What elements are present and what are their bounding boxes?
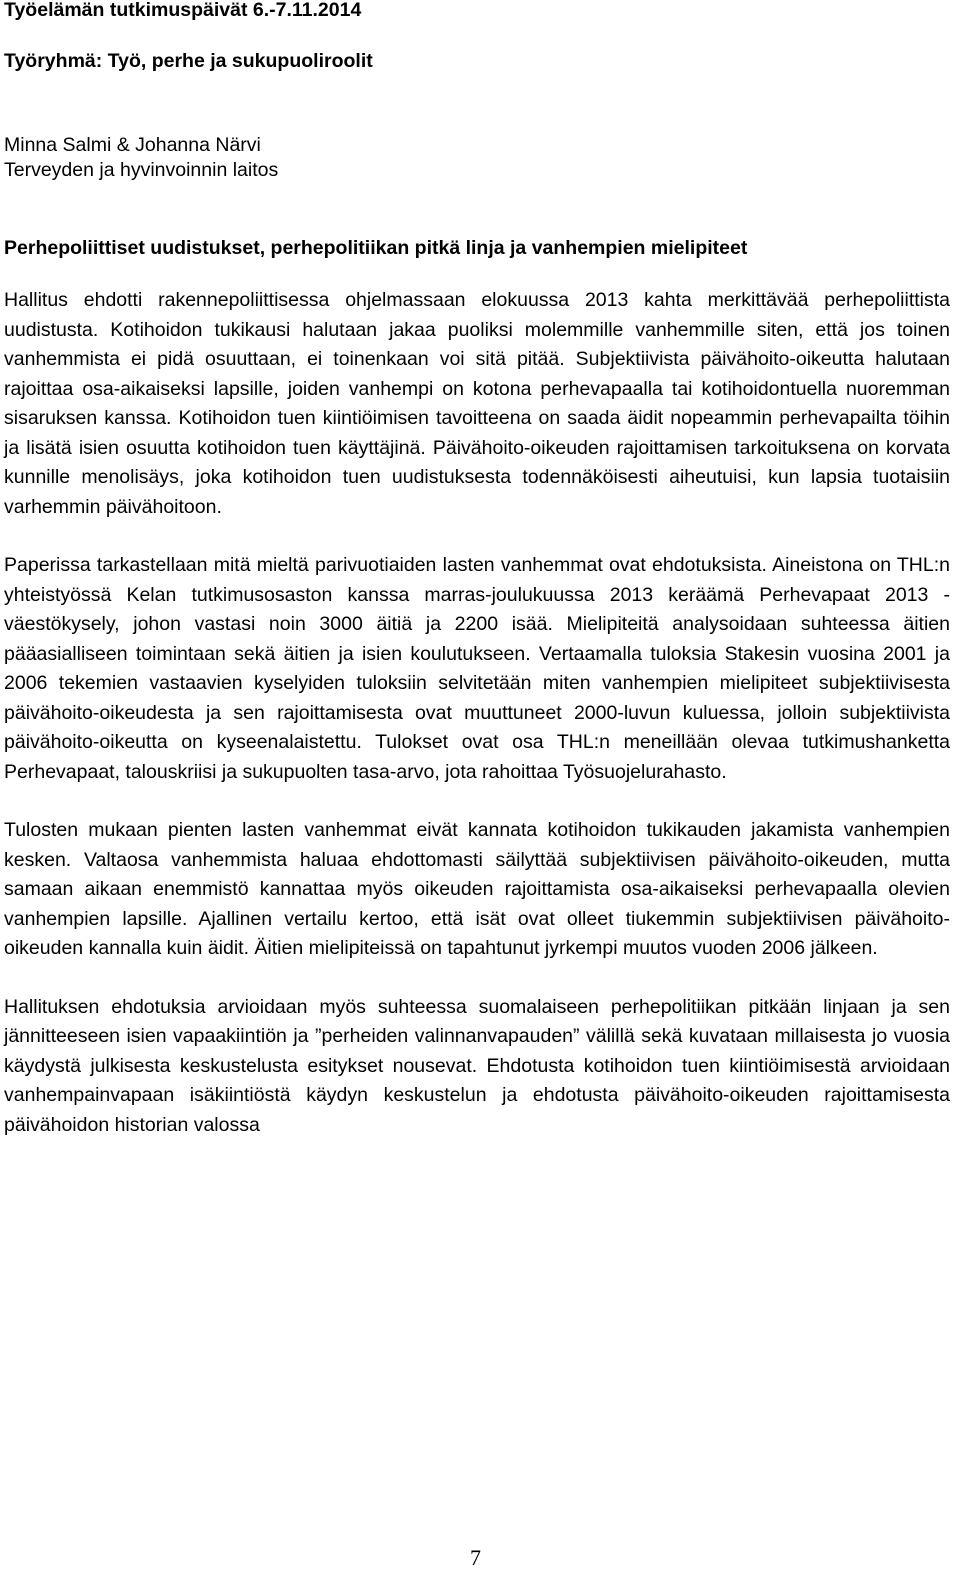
abstract-body: [4, 286, 950, 1140]
paragraph-3: Tulosten mukaan pienten lasten vanhemmat eivät kannata kotihoidon tukikauden jakamista vanhempien kesken. Valtaosa vanhemmista haluaa ehdottomasti säilyttää subjektiivisen päivähoito-oikeuden, mutta samaan aikaan enemmistö kannattaa myös oikeuden rajoittamista osa-aikaiseksi perhevapaalla olevien vanhempien lapsille. Ajallinen vertailu kertoo, että isät ovat olleet tiukemmin subjektiivisen päivähoito-oikeuden kannalla kuin äidit. Äitien mielipiteissä on tapahtunut jyrkempi muutos vuoden 2006 jälkeen.: [4, 819, 950, 959]
workgroup-header: Työryhmä: Työ, perhe ja sukupuoliroolit: [4, 50, 373, 72]
page-number: 7: [470, 1545, 481, 1570]
paper-title: Perhepoliittiset uudistukset, perhepolitiikan pitkä linja ja vanhempien mielipiteet: [4, 237, 748, 259]
event-header: Työelämän tutkimuspäivät 6.-7.11.2014: [4, 0, 362, 21]
paragraph-4: Hallituksen ehdotuksia arvioidaan myös suhteessa suomalaiseen perhepolitiikan pitkään linjaan ja sen jännitteeseen isien vapaakiintiön ja ”perheiden valinnanvapauden” välillä sekä kuvataan millaisesta jo vuosia käydystä julkisesta keskustelusta esitykset nousevat. Ehdotusta kotihoidon tuen kiintiöimisestä arvioidaan vanhempainvapaan isäkiintiöstä käydyn keskustelun ja ehdotusta päivähoito-oikeuden rajoittamisesta päivähoidon historian valossa: [4, 995, 950, 1136]
author-names: Minna Salmi & Johanna Närvi: [4, 134, 261, 156]
author-institution: Terveyden ja hyvinvoinnin laitos: [4, 159, 279, 181]
paragraph-1: Hallitus ehdotti rakennepoliittisessa ohjelmassaan elokuussa 2013 kahta merkittävää perhepoliittista uudistusta. Kotihoidon tukikausi halutaan jakaa puoliksi molemmille vanhemmille siten, että jos toinen vanhemmista ei pidä osuuttaan, ei toinenkaan voi sitä pitää. Subjektiivista päivähoito-oikeutta halutaan rajoittaa osa-aikaiseksi lapsille, joiden vanhempi on kotona perhevapaalla tai kotihoidontuella nuoremman sisaruksen kanssa. Kotihoidon tuen kiintiöimisen tavoitteena on saada äidit nopeammin perhevapailta töihin ja lisätä isien osuutta kotihoidon tuen käyttäjinä. Päivähoito-oikeuden rajoittamisen tarkoituksena on korvata kunnille menolisäys, joka kotihoidon tuen uudistuksesta todennäköisesti aiheutuisi, kun lapsia tuotaisiin varhemmin päivähoitoon.: [4, 289, 950, 518]
paragraph-2: Paperissa tarkastellaan mitä mieltä parivuotiaiden lasten vanhemmat ovat ehdotuksista. Aineistona on THL:n yhteistyössä Kelan tutkimusosaston kanssa marras-joulukuussa 2013 keräämä Perhevapaat 2013 -väestökysely, johon vastasi noin 3000 äitiä ja 2200 isää. Mielipiteitä analysoidaan suhteessa äitien pääasialliseen toimintaan sekä äitien ja isien koulutukseen. Vertaamalla tuloksia Stakesin vuosina 2001 ja 2006 tekemien vastaavien kyselyiden tuloksiin selvitetään miten vanhempien mielipiteet subjektiivisesta päivähoito-oikeudesta ja sen rajoittamisesta ovat muuttuneet 2000-luvun kuluessa, jolloin subjektiivista päivähoito-oikeutta on kyseenalaistettu. Tulokset ovat osa THL:n meneillään olevaa tutkimushanketta Perhevapaat, talouskriisi ja sukupuolten tasa-arvo, jota rahoittaa Työsuojelurahasto.: [4, 554, 950, 783]
